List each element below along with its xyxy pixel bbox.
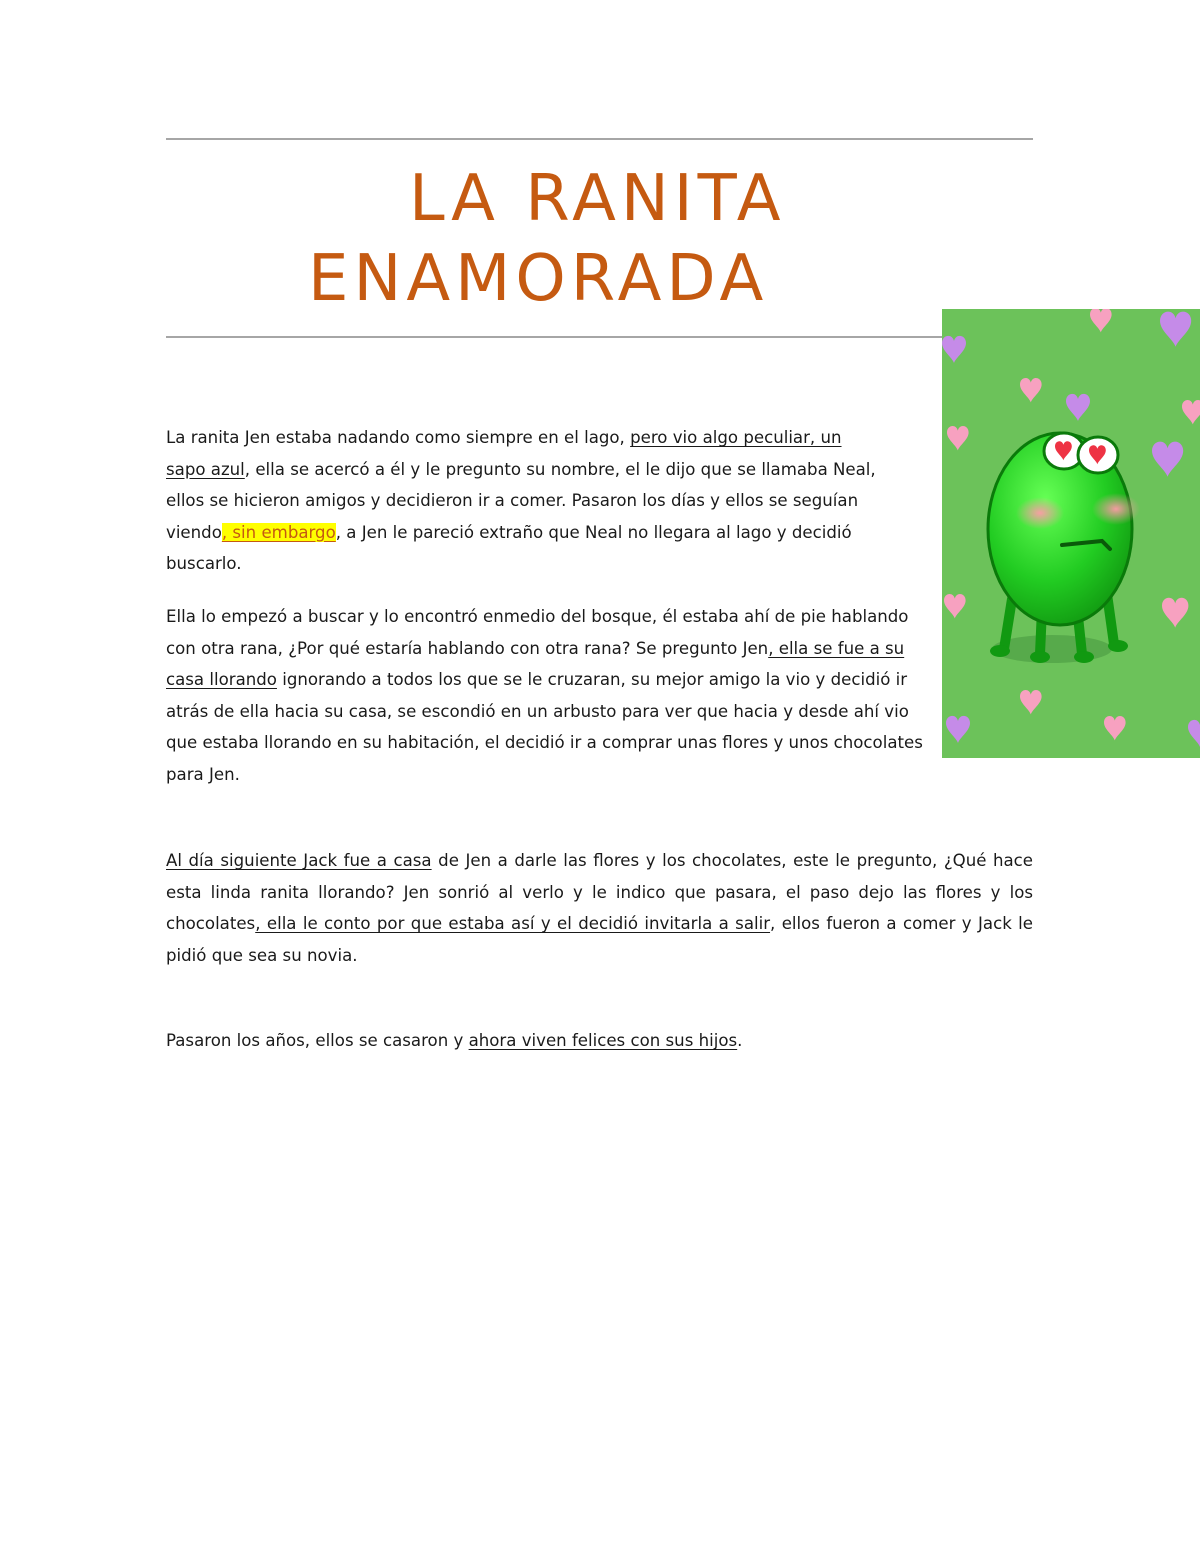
paragraph-1 bbox=[166, 422, 886, 580]
title-line-2: ENAMORADA bbox=[308, 242, 769, 316]
text-segment: ignorando a todos los que se le cruzaran, su mejor amigo la vio y decidió ir atrás de ella hacia su casa, se escondió en un arbusto para ver que hacia y desde ahí vio que estaba llorando en su habitación, el decidió ir a comprar unas flores y unos chocolates para Jen. bbox=[166, 670, 923, 784]
underlined-phrase: , ella se fue a su casa llorando bbox=[166, 638, 905, 689]
title-line-1: LA RANITA bbox=[409, 162, 786, 236]
paragraph-4 bbox=[166, 1025, 1033, 1057]
underlined-phrase: pero vio algo peculiar, un sapo azul bbox=[166, 428, 842, 479]
text-segment: La ranita Jen estaba nadando como siempre en el lago, bbox=[166, 428, 631, 447]
text-segment: Ella lo empezó a buscar y lo encontró enmedio del bosque, él estaba ahí de pie hablando con otra rana, ¿Por qué estaría hablando con otra rana? Se pregunto Jen bbox=[166, 607, 909, 658]
top-divider bbox=[166, 138, 1033, 140]
frog-in-love-image bbox=[942, 309, 1200, 758]
text-segment: , ellos fueron a comer y Jack le pidió que sea su novia. bbox=[166, 914, 1034, 965]
text-segment: , ella se acercó a él y le pregunto su nombre, el le dijo que se llamaba Neal, ellos se hicieron amigos y decidieron ir a comer. Pasaron los días y ellos se seguían viendo bbox=[166, 459, 876, 542]
paragraph-3 bbox=[166, 845, 1033, 971]
underlined-phrase: , ella le conto por que estaba así y el decidió invitarla a salir bbox=[255, 914, 771, 933]
text-segment: Pasaron los años, ellos se casaron y bbox=[166, 1031, 469, 1050]
underlined-phrase: ahora viven felices con sus hijos bbox=[468, 1031, 738, 1050]
underlined-phrase: Al día siguiente Jack fue a casa bbox=[166, 851, 432, 870]
text-segment: , a Jen le pareció extraño que Neal no llegara al lago y decidió buscarlo. bbox=[166, 522, 852, 573]
paragraph-2 bbox=[166, 601, 926, 790]
frog-illustration bbox=[942, 309, 1200, 758]
title-divider bbox=[166, 336, 942, 338]
highlighted-phrase: , sin embargo bbox=[221, 522, 336, 542]
text-segment: . bbox=[737, 1031, 743, 1050]
text-segment: de Jen a darle las flores y los chocolates, este le pregunto, ¿Qué hace esta linda ranita llorando? Jen sonrió al verlo y le indico que pasara, el paso dejo las flores y los chocolates bbox=[166, 851, 1033, 933]
